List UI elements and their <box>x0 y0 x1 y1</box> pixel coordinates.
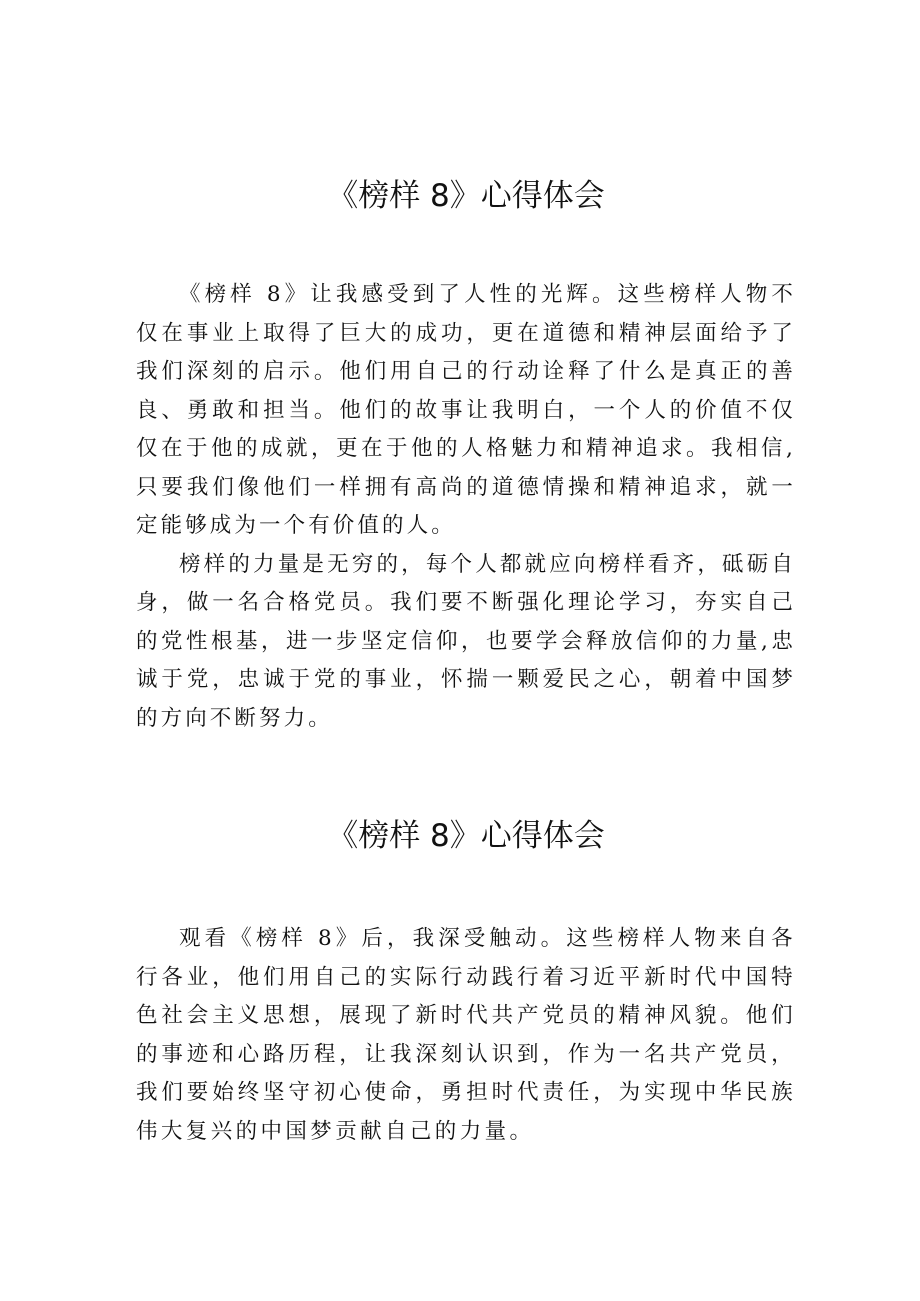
essay-section <box>136 172 796 738</box>
essay-section <box>136 812 796 1151</box>
section-title: 《榜样 8》心得体会 <box>327 818 605 854</box>
body-paragraph: 榜样的力量是无穷的，每个人都就应向榜样看齐，砥砺自身，做一名合格党员。我们要不断强化理论学习，夯实自己的党性根基，进一步坚定信仰，也要学会释放信仰的力量,忠诚于党，忠诚于党的事业，怀揣一颗爱民之心，朝着中国梦的方向不断努力。 <box>136 551 796 731</box>
body-paragraph: 《榜样 8》让我感受到了人性的光辉。这些榜样人物不仅在事业上取得了巨大的成功，更在道德和精神层面给予了我们深刻的启示。他们用自己的行动诠释了什么是真正的善良、勇敢和担当。他们的故事让我明白，一个人的价值不仅仅在于他的成就，更在于他的人格魅力和精神追求。我相信,只要我们像他们一样拥有高尚的道德情操和精神追求，就一定能够成为一个有价值的人。 <box>136 282 796 538</box>
section-body <box>136 920 796 1151</box>
body-paragraph: 观看《榜样 8》后，我深受触动。这些榜样人物来自各行各业，他们用自己的实际行动践行着习近平新时代中国特色社会主义思想，展现了新时代共产党员的精神风貌。他们的事迹和心路历程，让我深刻认识到，作为一名共产党员，我们要始终坚守初心使命，勇担时代责任，为实现中华民族伟大复兴的中国梦贡献自己的力量。 <box>136 926 796 1144</box>
section-body <box>136 276 796 738</box>
section-title: 《榜样 8》心得体会 <box>327 178 605 214</box>
